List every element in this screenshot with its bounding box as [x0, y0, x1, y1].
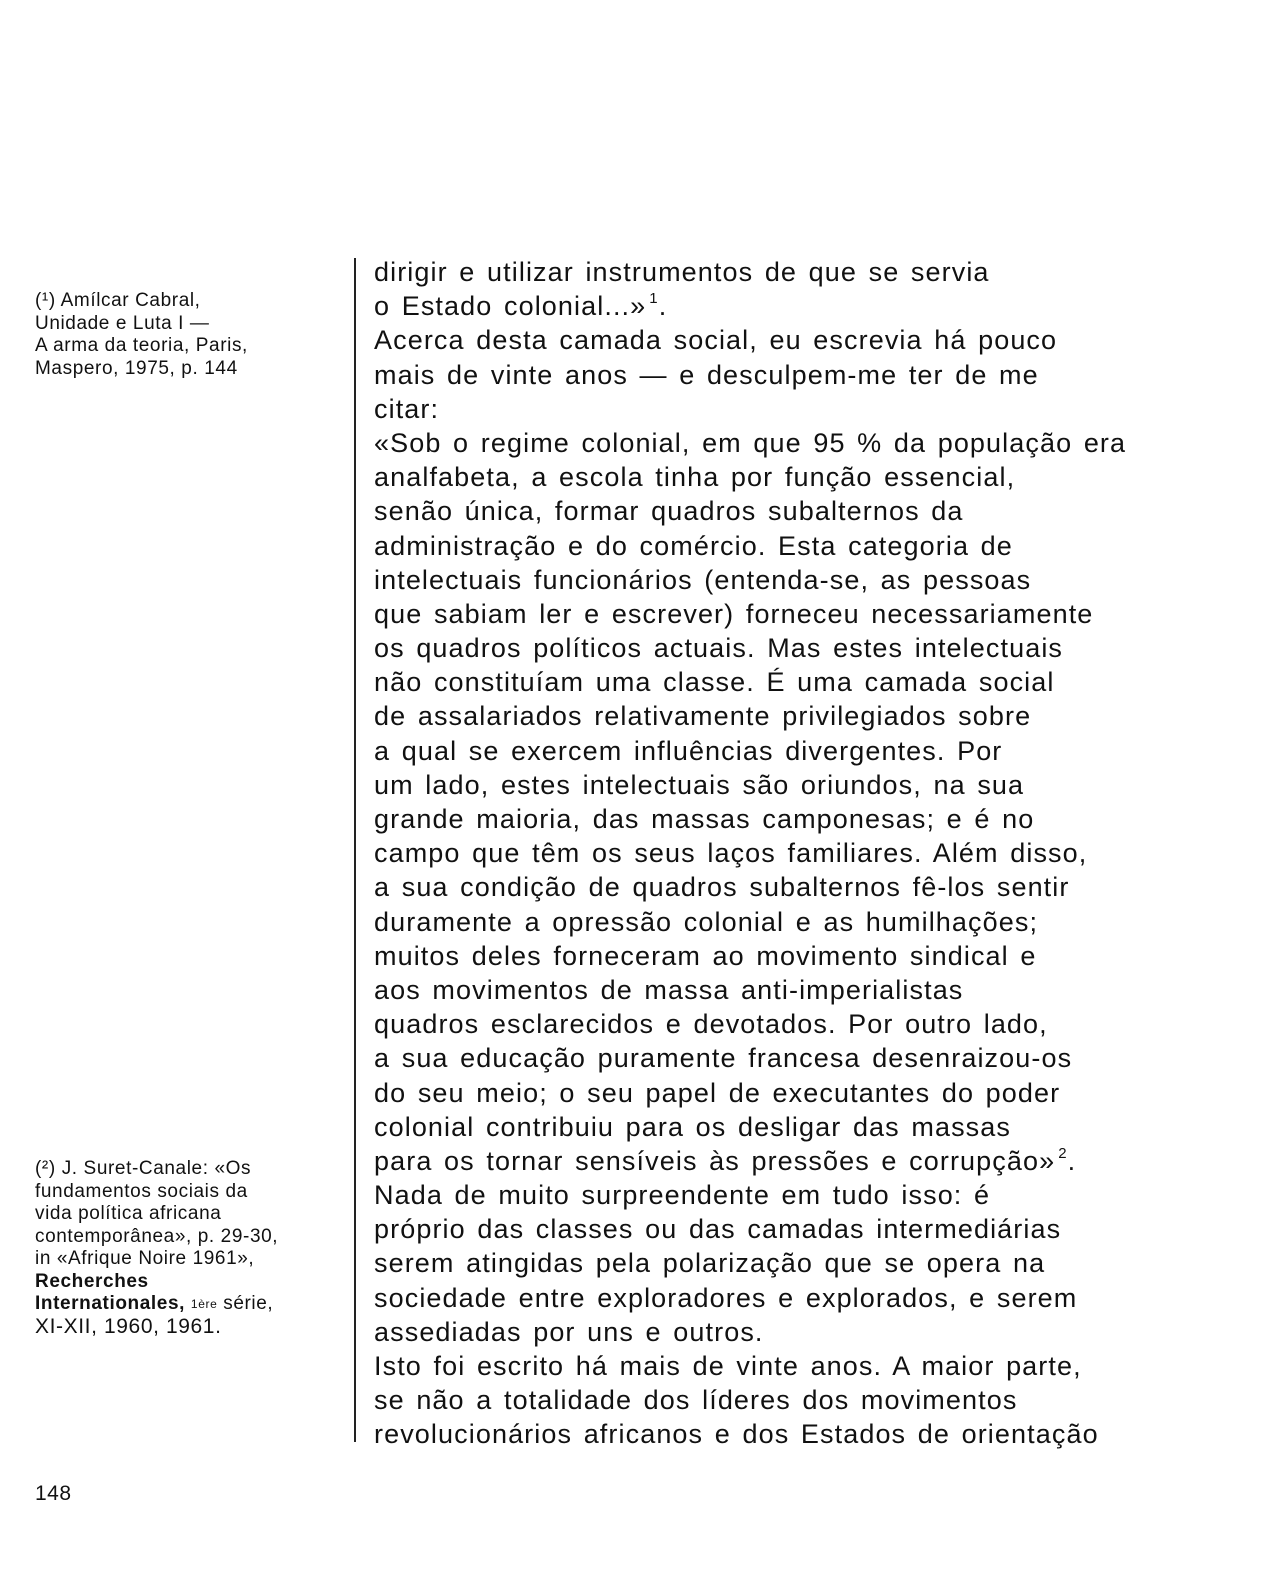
text-line — [374, 1246, 1214, 1280]
text-line — [374, 973, 1214, 1007]
text-line-content: muitos deles forneceram ao movimento sindical e — [374, 940, 1037, 971]
text-line — [374, 426, 1214, 460]
text-line-content: um lado, estes intelectuais são oriundos, na sua — [374, 769, 1025, 800]
text-line-content: duramente a opressão colonial e as humilhações; — [374, 906, 1039, 937]
text-line-content: grande maioria, das massas camponesas; e é no — [374, 804, 1035, 834]
footnote-2 — [35, 1158, 345, 1338]
text-line — [374, 802, 1214, 836]
text-line — [374, 631, 1214, 665]
footnote-journal: Recherches — [35, 1270, 149, 1292]
text-line-content: para os tornar sensíveis às pressões e corrupção» — [374, 1145, 1056, 1176]
footnote-text: J. Suret-Canale: «Os — [61, 1158, 252, 1179]
text-line — [374, 1281, 1214, 1315]
text-line-content: «Sob o regime colonial, em que 95 % da população era — [374, 427, 1127, 458]
text-line-content: revolucionários africanos e dos Estados de orientação — [374, 1419, 1099, 1450]
text-line — [374, 870, 1214, 904]
text-line — [374, 1349, 1214, 1383]
text-line — [374, 1076, 1214, 1110]
text-line — [374, 392, 1214, 426]
text-line — [374, 323, 1214, 357]
text-line-content: colonial contribuiu para os desligar das massas — [374, 1111, 1012, 1142]
text-line — [374, 1041, 1214, 1075]
footnote-text: Maspero, 1975, p. 144 — [35, 357, 238, 379]
footnote-reference: 1 — [649, 290, 659, 308]
text-line-content: analfabeta, a escola tinha por função essencial, — [374, 462, 1016, 493]
text-line — [374, 939, 1214, 973]
footnote-text: contemporânea», p. 29-30, — [35, 1225, 279, 1247]
text-line — [374, 699, 1214, 733]
text-line — [374, 1178, 1214, 1212]
text-line-content: quadros esclarecidos e devotados. Por outro lado, — [374, 1009, 1048, 1040]
text-line-content: intelectuais funcionários (entenda-se, as pessoas — [374, 564, 1032, 595]
footnote-text: série, — [223, 1293, 274, 1314]
text-line — [374, 358, 1214, 392]
footnote-1 — [35, 290, 345, 380]
text-line-content: do seu meio; o seu papel de executantes do poder — [374, 1077, 1061, 1108]
text-line-content: serem atingidas pela polarização que se opera na — [374, 1248, 1046, 1279]
text-line-content: senão única, formar quadros subalternos da — [374, 496, 964, 527]
text-line — [374, 836, 1214, 870]
text-line-content: que sabiam ler e escrever) forneceu necessariamente — [374, 598, 1094, 629]
body-text — [374, 255, 1214, 1452]
text-line-content: de assalariados relativamente privilegiados sobre — [374, 701, 1032, 732]
footnote-journal: Internationales, — [35, 1293, 186, 1314]
text-line — [374, 597, 1214, 631]
text-line-content: Isto foi escrito há mais de vinte anos. A maior parte, — [374, 1351, 1082, 1381]
text-line-content: administração e do comércio. Esta categoria de — [374, 530, 1013, 561]
text-line — [374, 1212, 1214, 1246]
text-line — [374, 529, 1214, 563]
text-line-content: dirigir e utilizar instrumentos de que se servia — [374, 257, 990, 287]
text-line-content: mais de vinte anos — e desculpem-me ter de me — [374, 359, 1039, 390]
text-line-content: citar: — [374, 393, 440, 424]
footnote-text: 1ère — [190, 1297, 218, 1311]
footnote-marker: (¹) — [35, 290, 56, 311]
text-line — [374, 1110, 1214, 1144]
text-line — [374, 460, 1214, 494]
text-line-content: se não a totalidade dos líderes dos movimentos — [374, 1385, 1018, 1416]
text-line-content: próprio das classes ou das camadas intermediárias — [374, 1214, 1062, 1245]
margin-rule — [354, 258, 356, 1442]
text-line-content: aos movimentos de massa anti-imperialistas — [374, 974, 964, 1005]
text-line — [374, 1315, 1214, 1349]
text-line — [374, 905, 1214, 939]
footnote-text: A arma da teoria, Paris, — [35, 335, 248, 356]
text-line-content: sociedade entre exploradores e explorados, e serem — [374, 1282, 1078, 1313]
text-line — [374, 1007, 1214, 1041]
footnote-text: fundamentos sociais da — [35, 1180, 248, 1202]
text-line — [374, 255, 1214, 289]
text-line — [374, 1383, 1214, 1417]
punctuation: . — [1067, 1145, 1077, 1176]
footnote-text: XI-XII, 1960, 1961. — [35, 1314, 222, 1338]
text-line-content: não constituíam uma classe. É uma camada social — [374, 667, 1055, 698]
footnote-text: Unidade e Luta I — — [35, 312, 210, 334]
page-number: 148 — [35, 1482, 72, 1505]
text-line — [374, 1144, 1214, 1178]
text-line — [374, 768, 1214, 802]
text-line — [374, 1417, 1214, 1451]
text-line — [374, 734, 1214, 768]
text-line — [374, 289, 1214, 323]
footnote-text: vida política africana — [35, 1203, 222, 1224]
text-line-content: os quadros políticos actuais. Mas estes intelectuais — [374, 633, 1064, 664]
text-line-content: o Estado colonial...» — [374, 291, 647, 322]
text-line-content: a sua condição de quadros subalternos fê-los sentir — [374, 872, 1070, 903]
text-line — [374, 665, 1214, 699]
text-line-content: Acerca desta camada social, eu escrevia há pouco — [374, 325, 1058, 356]
footnote-text: in «Afrique Noire 1961», — [35, 1248, 255, 1269]
text-line-content: campo que têm os seus laços familiares. Além disso, — [374, 838, 1088, 869]
footnote-text: Amílcar Cabral, — [60, 290, 201, 311]
text-line — [374, 494, 1214, 528]
text-line-content: a sua educação puramente francesa desenraizou-os — [374, 1043, 1073, 1074]
text-line-content: Nada de muito surpreendente em tudo isso: é — [374, 1180, 991, 1211]
text-line — [374, 563, 1214, 597]
text-line-content: a qual se exercem influências divergentes. Por — [374, 735, 1003, 766]
punctuation: . — [658, 291, 668, 322]
footnote-reference: 2 — [1058, 1144, 1068, 1162]
text-line-content: assediadas por uns e outros. — [374, 1316, 764, 1347]
footnote-marker: (²) — [35, 1158, 56, 1179]
